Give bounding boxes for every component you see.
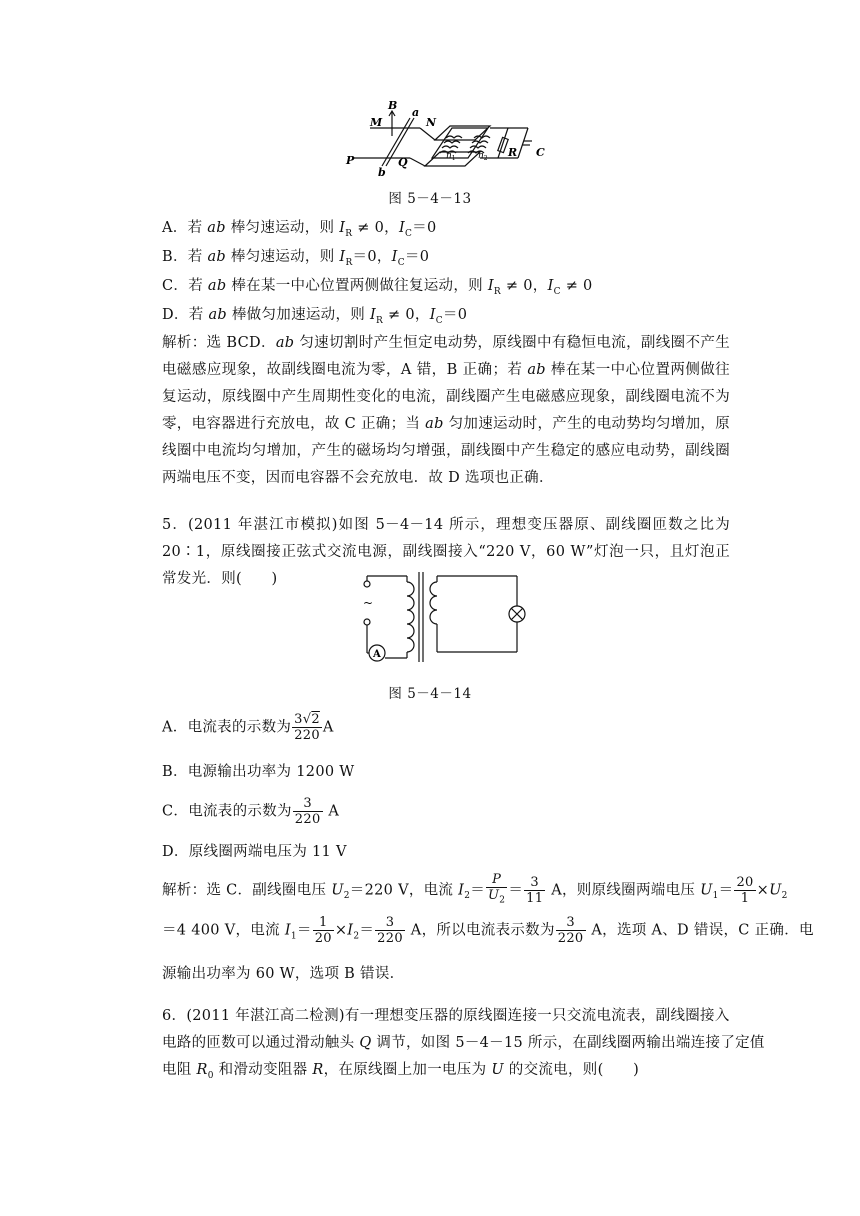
- analysis-q5-line2: ＝4 400 V，电流 $I_1=$ $\frac{1}{20}$ $\times I_2=$ $\frac{3}{220}$ A，所以电流表示数为 $\frac{3}{220}$ A，选项 A、D 错误，C 正确．电: [162, 915, 814, 946]
- option-c: C．若 ab 棒在某一中心位置两侧做往复运动，则 $I_R \ne 0$，$I_C \ne 0$: [162, 278, 593, 297]
- analysis-q5-line3: 源输出功率为 60 W，选项 B 错误．: [162, 966, 405, 982]
- label-a: a: [412, 106, 420, 119]
- question-6-line2: 电路的匝数可以通过滑动触头 Q 调节，如图 5－4－15 所示，在副线圈两输出端连接了定值: [162, 1035, 765, 1051]
- option-a: A．电流表的示数为 $\frac{3√2}{220}$ A: [162, 712, 334, 743]
- question-6-line1: 6．(2011 年湛江高二检测)有一理想变压器的原线圈连接一只交流电流表，副线圈接入: [162, 1008, 730, 1024]
- label-N: N: [426, 116, 437, 129]
- option-b: B．电源输出功率为 1200 W: [162, 764, 355, 780]
- label-b: b: [378, 166, 386, 178]
- label-n2: $n_2$: [478, 151, 488, 162]
- option-b: B．若 ab 棒匀速运动，则 $I_R=0$，$I_C=0$: [162, 249, 430, 268]
- figure-5-4-14: [355, 572, 535, 668]
- analysis-q4: 解析：选 BCD．ab 匀速切割时产生恒定电动势，原线圈中有稳恒电流，副线圈不产生电磁感应现象，故副线圈电流为零，A 错，B 正确；若 ab 棒在某一中心位置两侧做往复运动，原线圈中产生周期性变化的电流，副线圈产生电磁感应现象，副线圈电流不为零，电容器进行充放电，故 C 正确；当 ab 匀加速运动时，产生的电动势均匀增加，原线圈中电流均匀增加，产生的磁场均匀增强，副线圈中产生稳定的感应电动势，副线圈两端电压不变，因而电容器不会充放电．故 D 选项也正确．: [162, 335, 731, 486]
- figure-caption: 图 5－4－13: [388, 191, 472, 207]
- ammeter-label: A: [373, 649, 381, 660]
- question-5-stem: 5．(2011 年湛江市模拟)如图 5－4－14 所示，理想变压器原、副线圈匝数之比为 20∶1，原线圈接正弦式交流电源，副线圈接入“220 V，60 W”灯泡一只，且灯泡正常发光．则( ): [162, 517, 730, 587]
- label-Q: Q: [398, 156, 408, 169]
- option-d: D．原线圈两端电压为 11 V: [162, 844, 347, 860]
- figure-5-4-13: [340, 98, 560, 178]
- label-B: B: [388, 99, 398, 112]
- label-n1: $n_1$: [446, 151, 456, 162]
- tilde-symbol: ~: [363, 596, 374, 610]
- analysis-q5-line1: 解析：选 C．副线圈电压 $U_2=220$ V，电流 $I_2=$ $\frac{P}{U_2}$ ＝ $\frac{3}{11}$ A，则原线圈两端电压 $U_1=$ $\frac{20}{1}$ $\times U_2$: [162, 872, 788, 906]
- option-c: C．电流表的示数为 $\frac{3}{220}$ A: [162, 796, 340, 827]
- option-a: A．若 ab 棒匀速运动，则 $I_R \ne 0$，$I_C=0$: [162, 220, 437, 239]
- label-P: P: [346, 154, 355, 167]
- figure-caption: 图 5－4－14: [388, 686, 472, 702]
- label-M: M: [370, 116, 383, 129]
- option-d: D．若 ab 棒做匀加速运动，则 $I_R \ne 0$，$I_C=0$: [162, 307, 468, 326]
- label-R: R: [508, 146, 518, 159]
- question-6-line3: 电阻 $R_0$ 和滑动变阻器 R，在原线圈上加一电压为 U 的交流电，则( ): [162, 1062, 640, 1081]
- label-C: C: [536, 146, 545, 159]
